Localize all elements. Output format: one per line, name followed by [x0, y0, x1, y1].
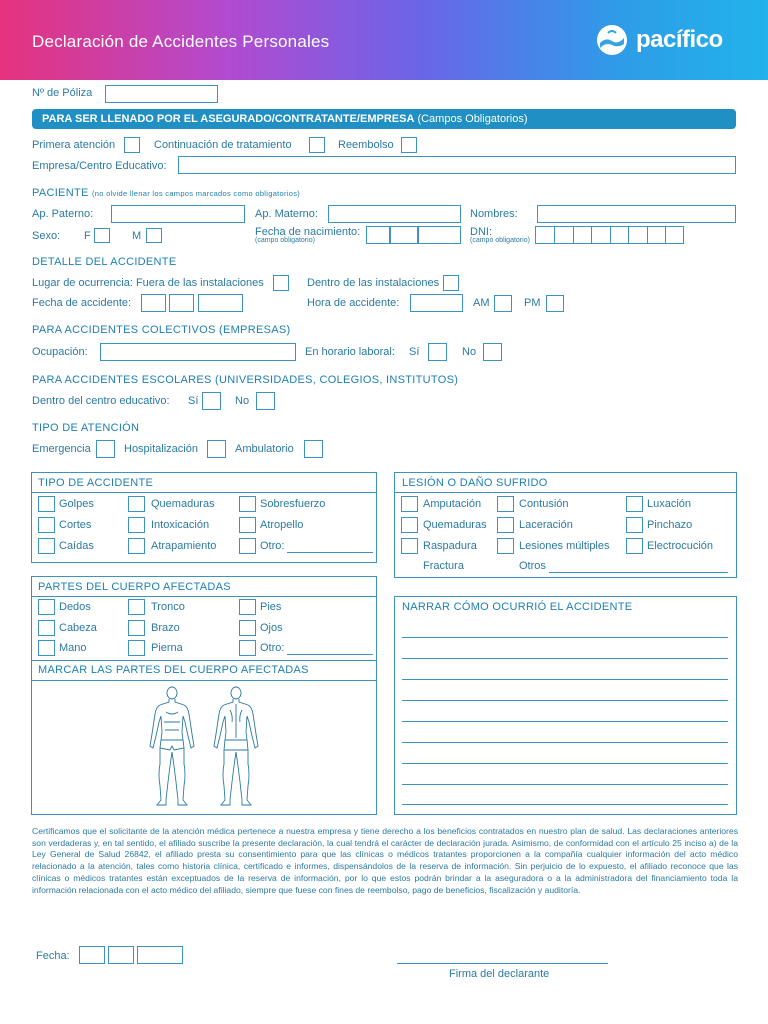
golpes-label: Golpes: [59, 498, 94, 510]
luxacion-checkbox[interactable]: [626, 496, 643, 512]
horario-label: En horario laboral:: [305, 346, 395, 358]
escolar-no-checkbox[interactable]: [256, 392, 275, 410]
footer-fecha-year[interactable]: [137, 946, 183, 964]
signature-line[interactable]: [397, 963, 608, 964]
hospitalizacion-checkbox[interactable]: [207, 440, 226, 458]
brazo-label: Brazo: [151, 622, 180, 634]
ocupacion-label: Ocupación:: [32, 346, 88, 358]
intoxicacion-label: Intoxicación: [151, 519, 210, 531]
narrar-line[interactable]: [402, 700, 728, 701]
sexo-label: Sexo:: [32, 230, 61, 242]
tronco-label: Tronco: [151, 601, 185, 613]
ambulatorio-label: Ambulatorio: [235, 443, 294, 455]
quemaduras-checkbox[interactable]: [128, 496, 145, 512]
lesiones-multiples-checkbox[interactable]: [497, 538, 514, 554]
raspadura-label: Raspadura: [423, 540, 477, 552]
atropello-checkbox[interactable]: [239, 517, 256, 533]
pierna-checkbox[interactable]: [128, 640, 145, 656]
narrar-line[interactable]: [402, 763, 728, 764]
empresa-input[interactable]: [178, 156, 736, 174]
detalle-title: DETALLE DEL ACCIDENTE: [32, 256, 177, 268]
raspadura-checkbox[interactable]: [401, 538, 418, 554]
narrar-title: NARRAR CÓMO OCURRIÓ EL ACCIDENTE: [402, 601, 633, 613]
fecha-nac-year[interactable]: [418, 226, 461, 244]
escolar-no-label: No: [235, 395, 250, 407]
am-checkbox[interactable]: [494, 295, 512, 312]
marcar-title: MARCAR LAS PARTES DEL CUERPO AFECTADAS: [38, 664, 309, 676]
dentro-checkbox[interactable]: [443, 275, 459, 291]
caidas-checkbox[interactable]: [38, 538, 55, 554]
brand-logo: [596, 24, 723, 56]
mano-label: Mano: [59, 642, 87, 654]
sexo-f-label: F: [84, 230, 91, 242]
poliza-label: Nº de Póliza: [32, 87, 93, 99]
brand-wave-icon: [596, 24, 628, 56]
ap-materno-label: Ap. Materno:: [255, 208, 318, 220]
cabeza-label: Cabeza: [59, 622, 97, 634]
fecha-accidente-year[interactable]: [198, 294, 243, 312]
dni-note: (campo obligatorio): [470, 237, 530, 244]
ojos-checkbox[interactable]: [239, 620, 256, 636]
fecha-accidente-day[interactable]: [141, 294, 166, 312]
amputacion-checkbox[interactable]: [401, 496, 418, 512]
dedos-label: Dedos: [59, 601, 91, 613]
reembolso-checkbox[interactable]: [401, 137, 417, 153]
hospitalizacion-label: Hospitalización: [124, 443, 198, 455]
narrar-line[interactable]: [402, 784, 728, 785]
fecha-accidente-label: Fecha de accidente:: [32, 297, 132, 309]
escolares-title: PARA ACCIDENTES ESCOLARES (UNIVERSIDADES, COLEGIOS, INSTITUTOS): [32, 374, 459, 386]
otro-parte-line[interactable]: [287, 654, 373, 655]
pinchazo-checkbox[interactable]: [626, 517, 643, 533]
otros-lesion-line[interactable]: [549, 572, 728, 573]
tronco-checkbox[interactable]: [128, 599, 145, 615]
amputacion-label: Amputación: [423, 498, 482, 510]
sexo-f-checkbox[interactable]: [94, 228, 110, 243]
ap-materno-input[interactable]: [328, 205, 461, 223]
narrar-line[interactable]: [402, 658, 728, 659]
cabeza-checkbox[interactable]: [38, 620, 55, 636]
body-back-icon: [214, 687, 258, 805]
hora-label: Hora de accidente:: [307, 297, 400, 309]
atrapamiento-label: Atrapamiento: [151, 540, 217, 552]
primera-atencion-checkbox[interactable]: [124, 137, 140, 153]
quemaduras-label: Quemaduras: [151, 498, 215, 510]
electrocucion-label: Electrocución: [647, 540, 714, 552]
empresa-label: Empresa/Centro Educativo:: [32, 160, 167, 172]
fuera-checkbox[interactable]: [273, 275, 289, 291]
hora-input[interactable]: [410, 294, 463, 312]
fecha-nac-day[interactable]: [366, 226, 390, 244]
cortes-label: Cortes: [59, 519, 92, 531]
otros-lesion-label: Otros: [519, 560, 546, 572]
certification-text: Certificamos que el solicitante de la atención médica pertenece a nuestra empresa y tiene derecho a los beneficios contratados en nuestro plan de salud. Las declaraciones anteriores son verdaderas y, en tal sentido, el afiliado suscribe la presente declaración, la cual tendrá el carácter de declaración jurada. Asimismo, de conformidad con el artículo 25 inciso a) de la Ley General de Salud 26842, el afiliado presta su consentimiento para que las clínicas o médicos tratantes proporcionen a la compañía cualquier información del acto médico relacionado a la atención, tales como historia clínica, certificado e informes, dispensándolos de la reserva de información. Sin perjuicio de lo expuesto, el afiliado reconoce que las clínicas o médicos tratantes están exceptuados de la reserva de información, por lo que estos podrán brindar a la aseguradora o a la administradora del financiamiento toda la información relacionada con el acto médico del afiliado, siempre que fuese con fines de reembolso, pago de beneficios, fiscalización y auditoría.: [32, 826, 738, 895]
mano-checkbox[interactable]: [38, 640, 55, 656]
narrar-line[interactable]: [402, 721, 728, 722]
pies-label: Pies: [260, 601, 282, 613]
pinchazo-label: Pinchazo: [647, 519, 693, 531]
atrapamiento-checkbox[interactable]: [128, 538, 145, 554]
intoxicacion-checkbox[interactable]: [128, 517, 145, 533]
brazo-checkbox[interactable]: [128, 620, 145, 636]
page-title: Declaración de Accidentes Personales: [32, 32, 330, 51]
partes-title: PARTES DEL CUERPO AFECTADAS: [38, 581, 231, 593]
banner-rest: (Campos Obligatorios): [417, 113, 528, 125]
dentro-centro-label: Dentro del centro educativo:: [32, 395, 170, 407]
dni-label: DNI:: [470, 226, 492, 238]
footer-fecha-month[interactable]: [108, 946, 134, 964]
sobresfuerzo-checkbox[interactable]: [239, 496, 256, 512]
contusion-checkbox[interactable]: [497, 496, 514, 512]
atencion-title: TIPO DE ATENCIÓN: [32, 422, 140, 434]
tipo-accidente-title: TIPO DE ACCIDENTE: [38, 477, 154, 489]
ambulatorio-checkbox[interactable]: [304, 440, 323, 458]
laceracion-label: Laceración: [519, 519, 573, 531]
otro-accidente-line[interactable]: [287, 552, 373, 553]
fecha-nac-month[interactable]: [390, 226, 418, 244]
ap-paterno-input[interactable]: [111, 205, 245, 223]
lesion-title: LESIÓN O DAÑO SUFRIDO: [402, 477, 548, 489]
luxacion-label: Luxación: [647, 498, 692, 510]
fecha-nac-note: (campo obligatorio): [255, 237, 315, 244]
narrar-line[interactable]: [402, 637, 728, 638]
lugar-label: Lugar de ocurrencia: Fuera de las instalaciones: [32, 277, 264, 289]
continuacion-label: Continuación de tratamiento: [154, 139, 292, 151]
primera-atencion-label: Primera atención: [32, 139, 116, 151]
emergencia-checkbox[interactable]: [96, 440, 115, 458]
paciente-title: PACIENTE (no olvide llenar los campos marcados como obligatorios): [32, 187, 301, 199]
paciente-note: (no olvide llenar los campos marcados como obligatorios): [91, 189, 301, 198]
horario-no-checkbox[interactable]: [483, 343, 502, 361]
body-diagram-icon[interactable]: [140, 682, 268, 810]
pierna-label: Pierna: [151, 642, 183, 654]
ap-paterno-label: Ap. Paterno:: [32, 208, 94, 220]
pm-checkbox[interactable]: [546, 295, 564, 312]
firma-label: Firma del declarante: [449, 968, 550, 980]
otro-accidente-label: Otro:: [260, 540, 285, 552]
otro-parte-checkbox[interactable]: [239, 640, 256, 656]
quemaduras-lesion-label: Quemaduras: [423, 519, 487, 531]
brand-name: pacífico: [636, 26, 723, 53]
sexo-m-label: M: [132, 230, 142, 242]
quemaduras-lesion-checkbox[interactable]: [401, 517, 418, 533]
header-banner: [0, 0, 768, 80]
contusion-label: Contusión: [519, 498, 569, 510]
narrar-line[interactable]: [402, 804, 728, 805]
horario-no-label: No: [462, 346, 477, 358]
nombres-label: Nombres:: [470, 208, 518, 220]
narrar-line[interactable]: [402, 742, 728, 743]
footer-fecha-day[interactable]: [79, 946, 105, 964]
fractura-label: Fractura: [423, 560, 464, 572]
electrocucion-checkbox[interactable]: [626, 538, 643, 554]
sobresfuerzo-label: Sobresfuerzo: [260, 498, 326, 510]
horario-si-label: Sí: [409, 346, 420, 358]
laceracion-checkbox[interactable]: [497, 517, 514, 533]
reembolso-label: Reembolso: [338, 139, 394, 151]
otro-accidente-checkbox[interactable]: [239, 538, 256, 554]
continuacion-checkbox[interactable]: [309, 137, 325, 153]
cortes-checkbox[interactable]: [38, 517, 55, 533]
atropello-label: Atropello: [260, 519, 304, 531]
caidas-label: Caídas: [59, 540, 94, 552]
escolar-si-checkbox[interactable]: [202, 392, 221, 410]
fecha-accidente-month[interactable]: [169, 294, 194, 312]
narrar-line[interactable]: [402, 679, 728, 680]
horario-si-checkbox[interactable]: [428, 343, 447, 361]
pies-checkbox[interactable]: [239, 599, 256, 615]
nombres-input[interactable]: [537, 205, 736, 223]
fecha-nac-label: Fecha de nacimiento:: [255, 226, 361, 238]
ocupacion-input[interactable]: [100, 343, 296, 361]
ojos-label: Ojos: [260, 622, 283, 634]
am-label: AM: [473, 297, 490, 309]
footer-fecha-label: Fecha:: [36, 950, 70, 962]
escolar-si-label: Sí: [188, 395, 199, 407]
dentro-label: Dentro de las instalaciones: [307, 277, 440, 289]
colectivos-title: PARA ACCIDENTES COLECTIVOS (EMPRESAS): [32, 324, 291, 336]
banner-bold: PARA SER LLENADO POR EL ASEGURADO/CONTRATANTE/EMPRESA: [42, 113, 415, 125]
poliza-input[interactable]: [105, 85, 218, 103]
narrar-panel: [394, 596, 737, 815]
pm-label: PM: [524, 297, 541, 309]
otro-parte-label: Otro:: [260, 642, 285, 654]
instructions-banner: [32, 109, 736, 129]
body-front-icon: [150, 687, 194, 805]
sexo-m-checkbox[interactable]: [146, 228, 162, 243]
golpes-checkbox[interactable]: [38, 496, 55, 512]
dedos-checkbox[interactable]: [38, 599, 55, 615]
lesiones-multiples-label: Lesiones múltiples: [519, 540, 610, 552]
emergencia-label: Emergencia: [32, 443, 91, 455]
